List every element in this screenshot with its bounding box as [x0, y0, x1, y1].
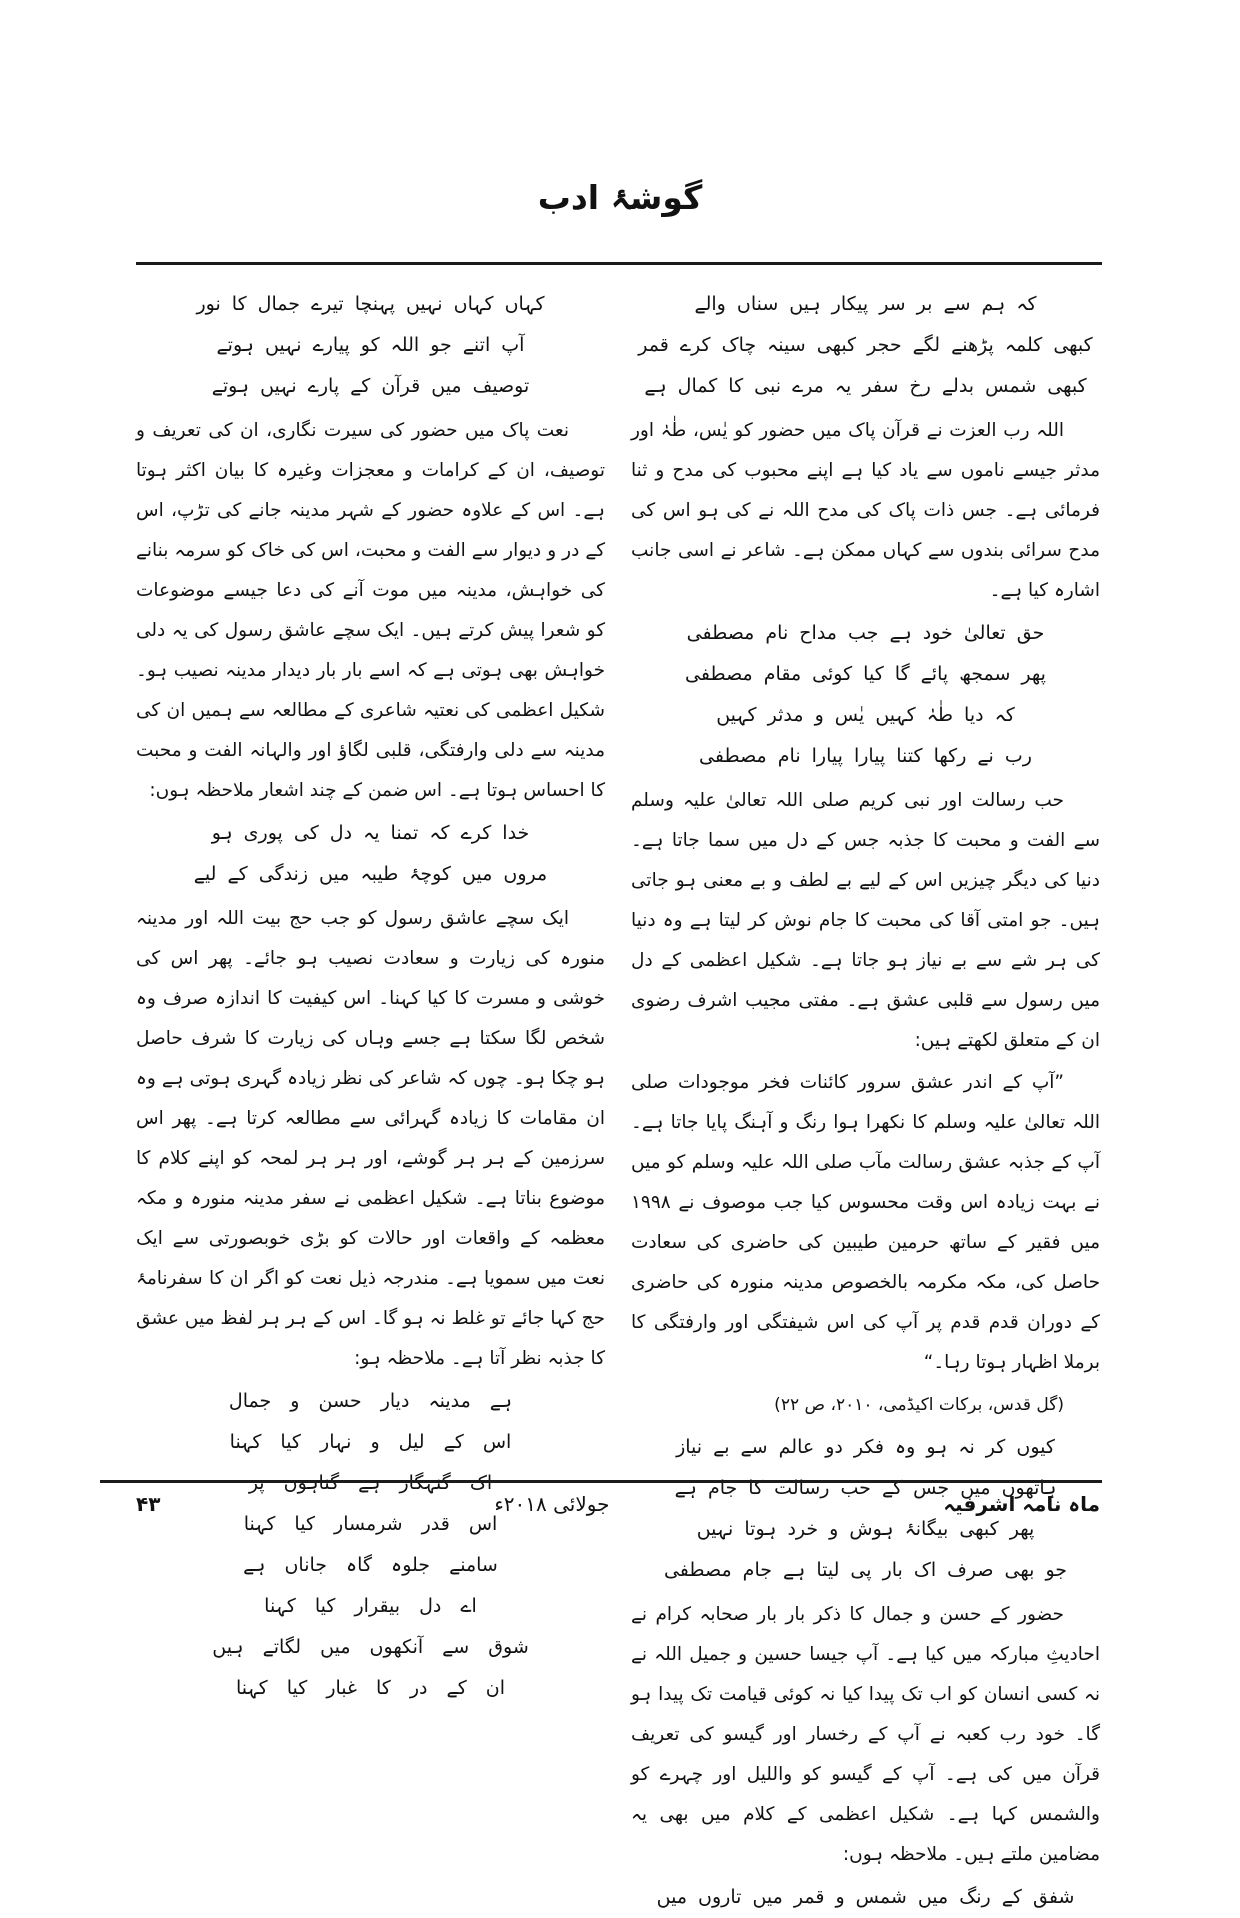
verse-line: پھر کبھی بیگانۂ ہوش و خرد ہوتا نہیں [696, 1518, 1035, 1540]
verse-line: کیوں کر نہ ہو وہ فکر دو عالم سے بے نیاز [676, 1436, 1055, 1458]
verse-line: آپ اتنے جو اللہ کو پیارے نہیں ہوتے [216, 334, 525, 356]
verse-line: شوق سے آنکھوں میں لگاتے ہیں [212, 1636, 529, 1658]
quote-reference: (گل قدس، برکات اکیڈمی، ۲۰۱۰، ص ۲۲) [774, 1395, 1064, 1415]
paragraph: ایک سچے عاشق رسول کو جب حج بیت اللہ اور مدینہ منورہ کی زیارت و سعادت نصیب ہو جائے۔ پھر اس کی خوشی و مسرت کا کیا کہنا۔ اس کیفیت کا اندازہ صرف وہ شخص لگا سکتا ہے جسے وہاں کی زیارت کا شرف حاصل ہو چکا ہو۔ چوں کہ شاعر کی نظر زیادہ گہری ہوتی ہے وہ ان مقامات کا زیادہ گہرائی سے مطالعہ کرتا ہے۔ پھر اس سرزمین کے ہر ہر گوشے، اور ہر ہر لمحہ کو اپنے کلام کا موضوع بناتا ہے۔ شکیل اعظمی نے سفر مدینہ منورہ و مکہ معظمہ کے واقعات اور حالات کو بڑی خوبصورتی سے ایک نعت میں سمویا ہے۔ مندرجہ ذیل نعت کو اگر ان کا سفرنامۂ حج کہا جائے تو غلط نہ ہو گا۔ اس کے ہر ہر لفظ میں عشق کا جذبہ نظر آتا ہے۔ ملاحظہ ہو: [136, 908, 605, 1369]
footer [136, 1492, 1100, 1516]
verse-line: شفق کے رنگ میں شمس و قمر میں تاروں میں [656, 1886, 1075, 1908]
verse-block [631, 613, 1100, 777]
verse-block [136, 813, 605, 895]
verse-line: کہاں کہاں نہیں پہنچا تیرے جمال کا نور [196, 293, 545, 315]
quote-paragraph: ”آپ کے اندر عشق سرور کائنات فخر موجودات صلی اللہ تعالیٰ علیہ وسلم کا نکھرا ہوا رنگ و آہنگ پایا جاتا ہے۔ آپ کے جذبہ عشق رسالت مآب صلی اللہ علیہ وسلم کو میں نے بہت زیادہ اس وقت محسوس کیا جب موصوف نے ۱۹۹۸ میں فقیر کے ساتھ حرمین طیبین کی حاضری کی سعادت حاصل کی، مکہ مکرمہ بالخصوص مدینہ منورہ کی حاضری کے دوران قدم قدم پر آپ کی اس شیفتگی اور وارفتگی کا برملا اظہار ہوتا رہا۔“ [631, 1072, 1100, 1373]
verse-line: کبھی کلمہ پڑھنے لگے حجر کبھی سینہ چاک کرے قمر [638, 334, 1093, 356]
header-rule [136, 262, 1102, 265]
footer-magazine-name: ماہ نامہ اشرفیہ [943, 1492, 1100, 1516]
verse-line: مروں میں کوچۂ طیبہ میں زندگی کے لیے [193, 863, 548, 885]
verse-line: کہ دیا طٰہٰ کہیں یٰس و مدثر کہیں [716, 704, 1015, 726]
verse-block [136, 284, 605, 407]
verse-line: حق تعالیٰ خود ہے جب مداح نام مصطفی [686, 622, 1045, 644]
verse-line: جو بھی صرف اک بار پی لیتا ہے جام مصطفی [663, 1559, 1068, 1581]
verse-line: ہاتھوں میں جس کے حب رسالت کا جام ہے [674, 1477, 1057, 1499]
verse-block [631, 284, 1100, 407]
paragraph: حب رسالت اور نبی کریم صلی اللہ تعالیٰ علیہ وسلم سے الفت و محبت کا جذبہ جس کے دل میں سما جاتا ہے۔ دنیا کی دیگر چیزیں اس کے لیے بے لطف و بے معنی ہو جاتی ہیں۔ جو امتی آقا کی محبت کا جام نوش کر لیتا ہے وہ دنیا کی ہر شے سے بے نیاز ہو جاتا ہے۔ شکیل اعظمی کے دل میں رسول سے قلبی عشق ہے۔ مفتی مجیب اشرف رضوی ان کے متعلق لکھتے ہیں: [631, 790, 1100, 1051]
verse-line: پھر سمجھ پائے گا کیا کوئی مقام مصطفی [685, 663, 1046, 685]
paragraph: اللہ رب العزت نے قرآن پاک میں حضور کو یٰس، طٰہٰ اور مدثر جیسے ناموں سے یاد کیا ہے اپنے محبوب کی مدح و ثنا فرمائی ہے۔ جس ذات پاک کی مدح اللہ نے کی ہو اس کی مدح سرائی بندوں سے کہاں ممکن ہے۔ شاعر نے اسی جانب اشارہ کیا ہے۔ [631, 420, 1100, 601]
footer-page-number: ۴۳ [136, 1492, 161, 1516]
verse-line: سامنے جلوہ گاہ جاناں ہے [243, 1554, 498, 1576]
verse-line: توصیف میں قرآن کے پارے نہیں ہوتے [211, 375, 530, 397]
verse-line: ان کے در کا غبار کیا کہنا [235, 1677, 506, 1699]
verse-line: ہے مدینہ دیار حسن و جمال [228, 1390, 513, 1412]
footer-date: جولائی ۲۰۱۸ء [494, 1492, 610, 1516]
footer-rule [100, 1480, 1102, 1483]
verse-line: رب نے رکھا کتنا پیارا پیارا نام مصطفی [699, 745, 1032, 767]
page-title: گوشۂ ادب [537, 178, 703, 217]
verse-line: کہ ہم سے بر سر پیکار ہیں سناں والے [694, 293, 1037, 315]
verse-block [631, 1877, 1100, 1918]
verse-line: اس کے لیل و نہار کیا کہنا [229, 1431, 512, 1453]
paragraph: نعت پاک میں حضور کی سیرت نگاری، ان کی تعریف و توصیف، ان کے کرامات و معجزات وغیرہ کا بیان اکثر ہوتا ہے۔ اس کے علاوہ حضور کے شہر مدینہ جانے کی تڑپ، اس کے در و دیوار سے الفت و محبت، اس کی خاک کو سرمہ بنانے کی خواہش، مدینہ میں موت آنے کی دعا جیسے موضوعات کو شعرا پیش کرتے ہیں۔ ایک سچے عاشق رسول کی یہ دلی خواہش بھی ہوتی ہے کہ اسے بار بار دیدار مدینہ نصیب ہو۔ شکیل اعظمی کی نعتیہ شاعری کے مطالعہ سے ہمیں ان کی مدینہ سے دلی وارفتگی، قلبی لگاؤ اور والہانہ الفت و محبت کا احساس ہوتا ہے۔ اس ضمن کے چند اشعار ملاحظہ ہوں: [136, 420, 605, 801]
paragraph: حضور کے حسن و جمال کا ذکر بار بار صحابہ کرام نے احادیثِ مبارکہ میں کیا ہے۔ آپ جیسا حسین و جمیل اللہ نے نہ کسی انسان کو اب تک پیدا کیا نہ کوئی قیامت تک پیدا ہو گا۔ خود رب کعبہ نے آپ کے رخسار اور گیسو کی تعریف قرآن میں کی ہے۔ آپ کے گیسو کو واللیل اور چہرے کو والشمس کہا ہے۔ شکیل اعظمی کے کلام میں بھی یہ مضامین ملتے ہیں۔ ملاحظہ ہوں: [631, 1604, 1100, 1865]
verse-line: اے دل بیقرار کیا کہنا [264, 1595, 477, 1617]
verse-line: اک گنہگار ہے گناہوں پر [248, 1472, 493, 1494]
verse-line: کبھی شمس بدلے رخ سفر یہ مرے نبی کا کمال ہے [644, 375, 1087, 397]
verse-line: اس قدر شرمسار کیا کہنا [243, 1513, 498, 1535]
verse-line: خدا کرے کہ تمنا یہ دل کی پوری ہو [211, 822, 530, 844]
ghazal-block [136, 1381, 605, 1709]
